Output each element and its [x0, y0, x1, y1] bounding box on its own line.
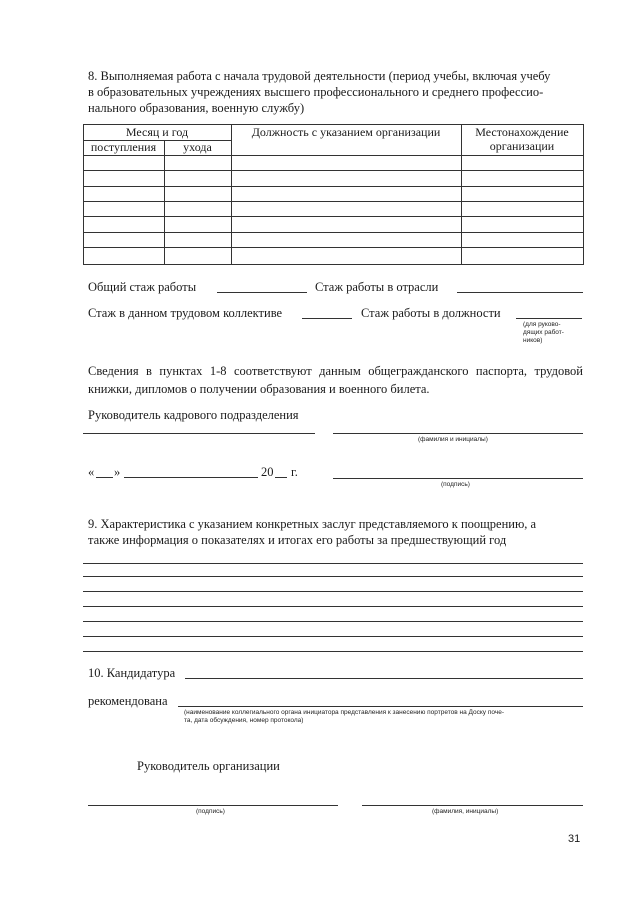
- recommended-field[interactable]: [178, 706, 583, 707]
- position-experience-label: Стаж работы в должности: [361, 306, 501, 320]
- managers-note-line-1: (для руково-: [523, 321, 561, 328]
- header-location-line-1: Местонахождение: [475, 125, 569, 139]
- hr-head-name-caption: (фамилия и инициалы): [418, 436, 488, 443]
- section-8-line-2: в образовательных учреждениях высшего профессионального и среднего профессио-: [88, 85, 544, 99]
- collective-experience-field[interactable]: [302, 318, 352, 319]
- work-history-table: [83, 124, 584, 264]
- recommended-caption-line-1: (наименование коллегиального органа инициатора представления к занесению портретов на Доску поче-: [184, 709, 504, 716]
- date-day-field[interactable]: [96, 477, 113, 478]
- managers-note-line-3: ников): [523, 337, 543, 344]
- org-head-name-caption: (фамилия, инициалы): [432, 808, 499, 815]
- date-close-quote: »: [114, 465, 121, 479]
- section-9-line-1: 9. Характеристика с указанием конкретных заслуг представляемого к поощрению, а: [88, 517, 537, 531]
- org-head-signature-caption: (подпись): [196, 808, 225, 815]
- date-year-prefix: 20: [261, 465, 274, 479]
- header-month-year: Месяц и год: [125, 125, 189, 139]
- managers-note: [523, 321, 564, 345]
- industry-experience-field[interactable]: [457, 292, 583, 293]
- industry-experience-label: Стаж работы в отрасли: [315, 280, 439, 294]
- date-year-suffix: г.: [291, 465, 298, 479]
- candidacy-label: 10. Кандидатура: [88, 666, 176, 680]
- org-head-name-field[interactable]: [362, 805, 583, 806]
- header-position: Должность с указанием организации: [251, 125, 441, 139]
- header-admission: поступления: [90, 140, 157, 154]
- recommended-caption-line-2: та, дата обсуждения, номер протокола): [184, 717, 304, 724]
- section-9-line-2: также информация о показателях и итогах его работы за предшествующий год: [88, 533, 507, 547]
- hr-head-signature-field[interactable]: [83, 433, 315, 434]
- recommended-caption: [184, 709, 504, 725]
- header-location-line-2: организации: [489, 139, 555, 153]
- hr-head-signature-caption: (подпись): [441, 481, 470, 488]
- date-year-field[interactable]: [275, 477, 287, 478]
- recommended-label: рекомендована: [88, 694, 168, 708]
- managers-note-line-2: дящих работ-: [523, 329, 564, 336]
- hr-head-name-field[interactable]: [333, 433, 583, 434]
- page-number: 31: [568, 833, 581, 845]
- collective-experience-label: Стаж в данном трудовом коллективе: [88, 306, 283, 320]
- section-8-line-1: 8. Выполняемая работа с начала трудовой деятельности (период учебы, включая учебу: [88, 69, 551, 83]
- date-open-quote: «: [88, 465, 95, 479]
- total-experience-field[interactable]: [217, 292, 307, 293]
- date-month-field[interactable]: [124, 477, 258, 478]
- position-experience-field[interactable]: [516, 318, 582, 319]
- org-head-signature-field[interactable]: [88, 805, 338, 806]
- section-8-line-3: нального образования, военную службу): [88, 101, 305, 115]
- section-8-heading: [88, 68, 585, 116]
- statement-line-2: книжки, дипломов о получении образования и военного билета.: [88, 382, 430, 396]
- header-location: [461, 125, 583, 153]
- candidacy-field[interactable]: [185, 678, 583, 679]
- header-leaving: ухода: [183, 140, 212, 154]
- hr-head-label: Руководитель кадрового подразделения: [88, 408, 299, 422]
- org-head-label: Руководитель организации: [137, 759, 280, 773]
- hr-head-date-signature-field[interactable]: [333, 478, 583, 479]
- section-9-heading: [88, 516, 536, 548]
- statement: [88, 362, 583, 398]
- total-experience-label: Общий стаж работы: [88, 280, 197, 294]
- statement-line-1: Сведения в пунктах 1-8 соответствуют данным общегражданского паспорта, трудовой: [88, 364, 583, 378]
